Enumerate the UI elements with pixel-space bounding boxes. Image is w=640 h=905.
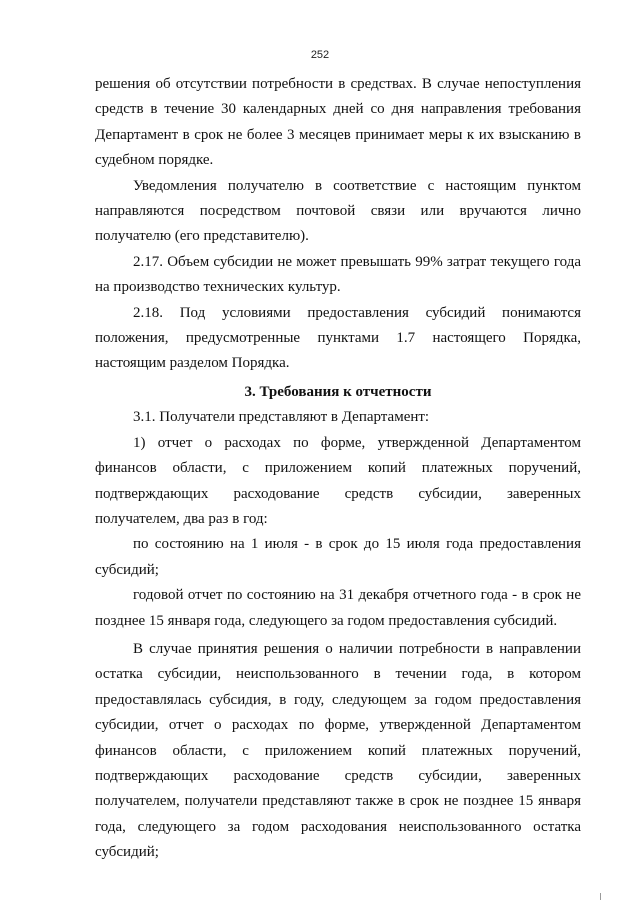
paragraph-notifications: Уведомления получателю в соответствие с настоящим пунктом направляются посредством почтовой связи или вручаются лично получателю (его представителю). xyxy=(95,177,581,245)
paragraph-2-17: 2.17. Объем субсидии не может превышать 99% затрат текущего года на производство технических культур. xyxy=(95,253,581,296)
paragraph-annual-report: годовой отчет по состоянию на 31 декабря отчетного года - в срок не позднее 15 января года, следующего за годом предоставления субсидий. xyxy=(95,587,581,629)
paragraph-july-deadline: по состоянию на 1 июля - в срок до 15 июля года предоставления субсидий; xyxy=(95,536,581,578)
paragraph-2-18: 2.18. Под условиями предоставления субсидий понимаются положения, предусмотренные пунктами 1.7 настоящего Порядка, настоящим разделом Порядка. xyxy=(95,304,581,372)
paragraph-3-1: 3.1. Получатели представляют в Департамент: xyxy=(133,409,430,426)
paragraph-continuation: решения об отсутствии потребности в средствах. В случае непоступления средств в течение 30 календарных дней со дня направления требования Департамент в срок не более 3 месяцев принимает меры к их взысканию в судебном порядке. xyxy=(95,76,581,169)
document-body xyxy=(95,72,581,866)
scan-edge-mark xyxy=(600,893,601,900)
page-number: 252 xyxy=(310,49,330,61)
paragraph-item-1: 1) отчет о расходах по форме, утвержденной Департаментом финансов области, с приложением копий платежных поручений, подтверждающих расходование средств субсидии, заверенных получателем, два раз в год: xyxy=(95,434,581,527)
paragraph-remaining-subsidy: В случае принятия решения о наличии потребности в направлении остатка субсидии, неиспользованного в течении года, в котором предоставлялась субсидия, в году, следующем за годом предоставления субсидии, отчет о расходах по форме, утвержденной Департаментом финансов области, с приложением копий платежных поручений, подтверждающих расходование средств субсидии, заверенных получателем, получатели представляют также в срок не позднее 15 января года, следующего за годом расходования неиспользованного остатка субсидий; xyxy=(95,640,581,861)
section-heading: 3. Требования к отчетности xyxy=(244,383,432,400)
